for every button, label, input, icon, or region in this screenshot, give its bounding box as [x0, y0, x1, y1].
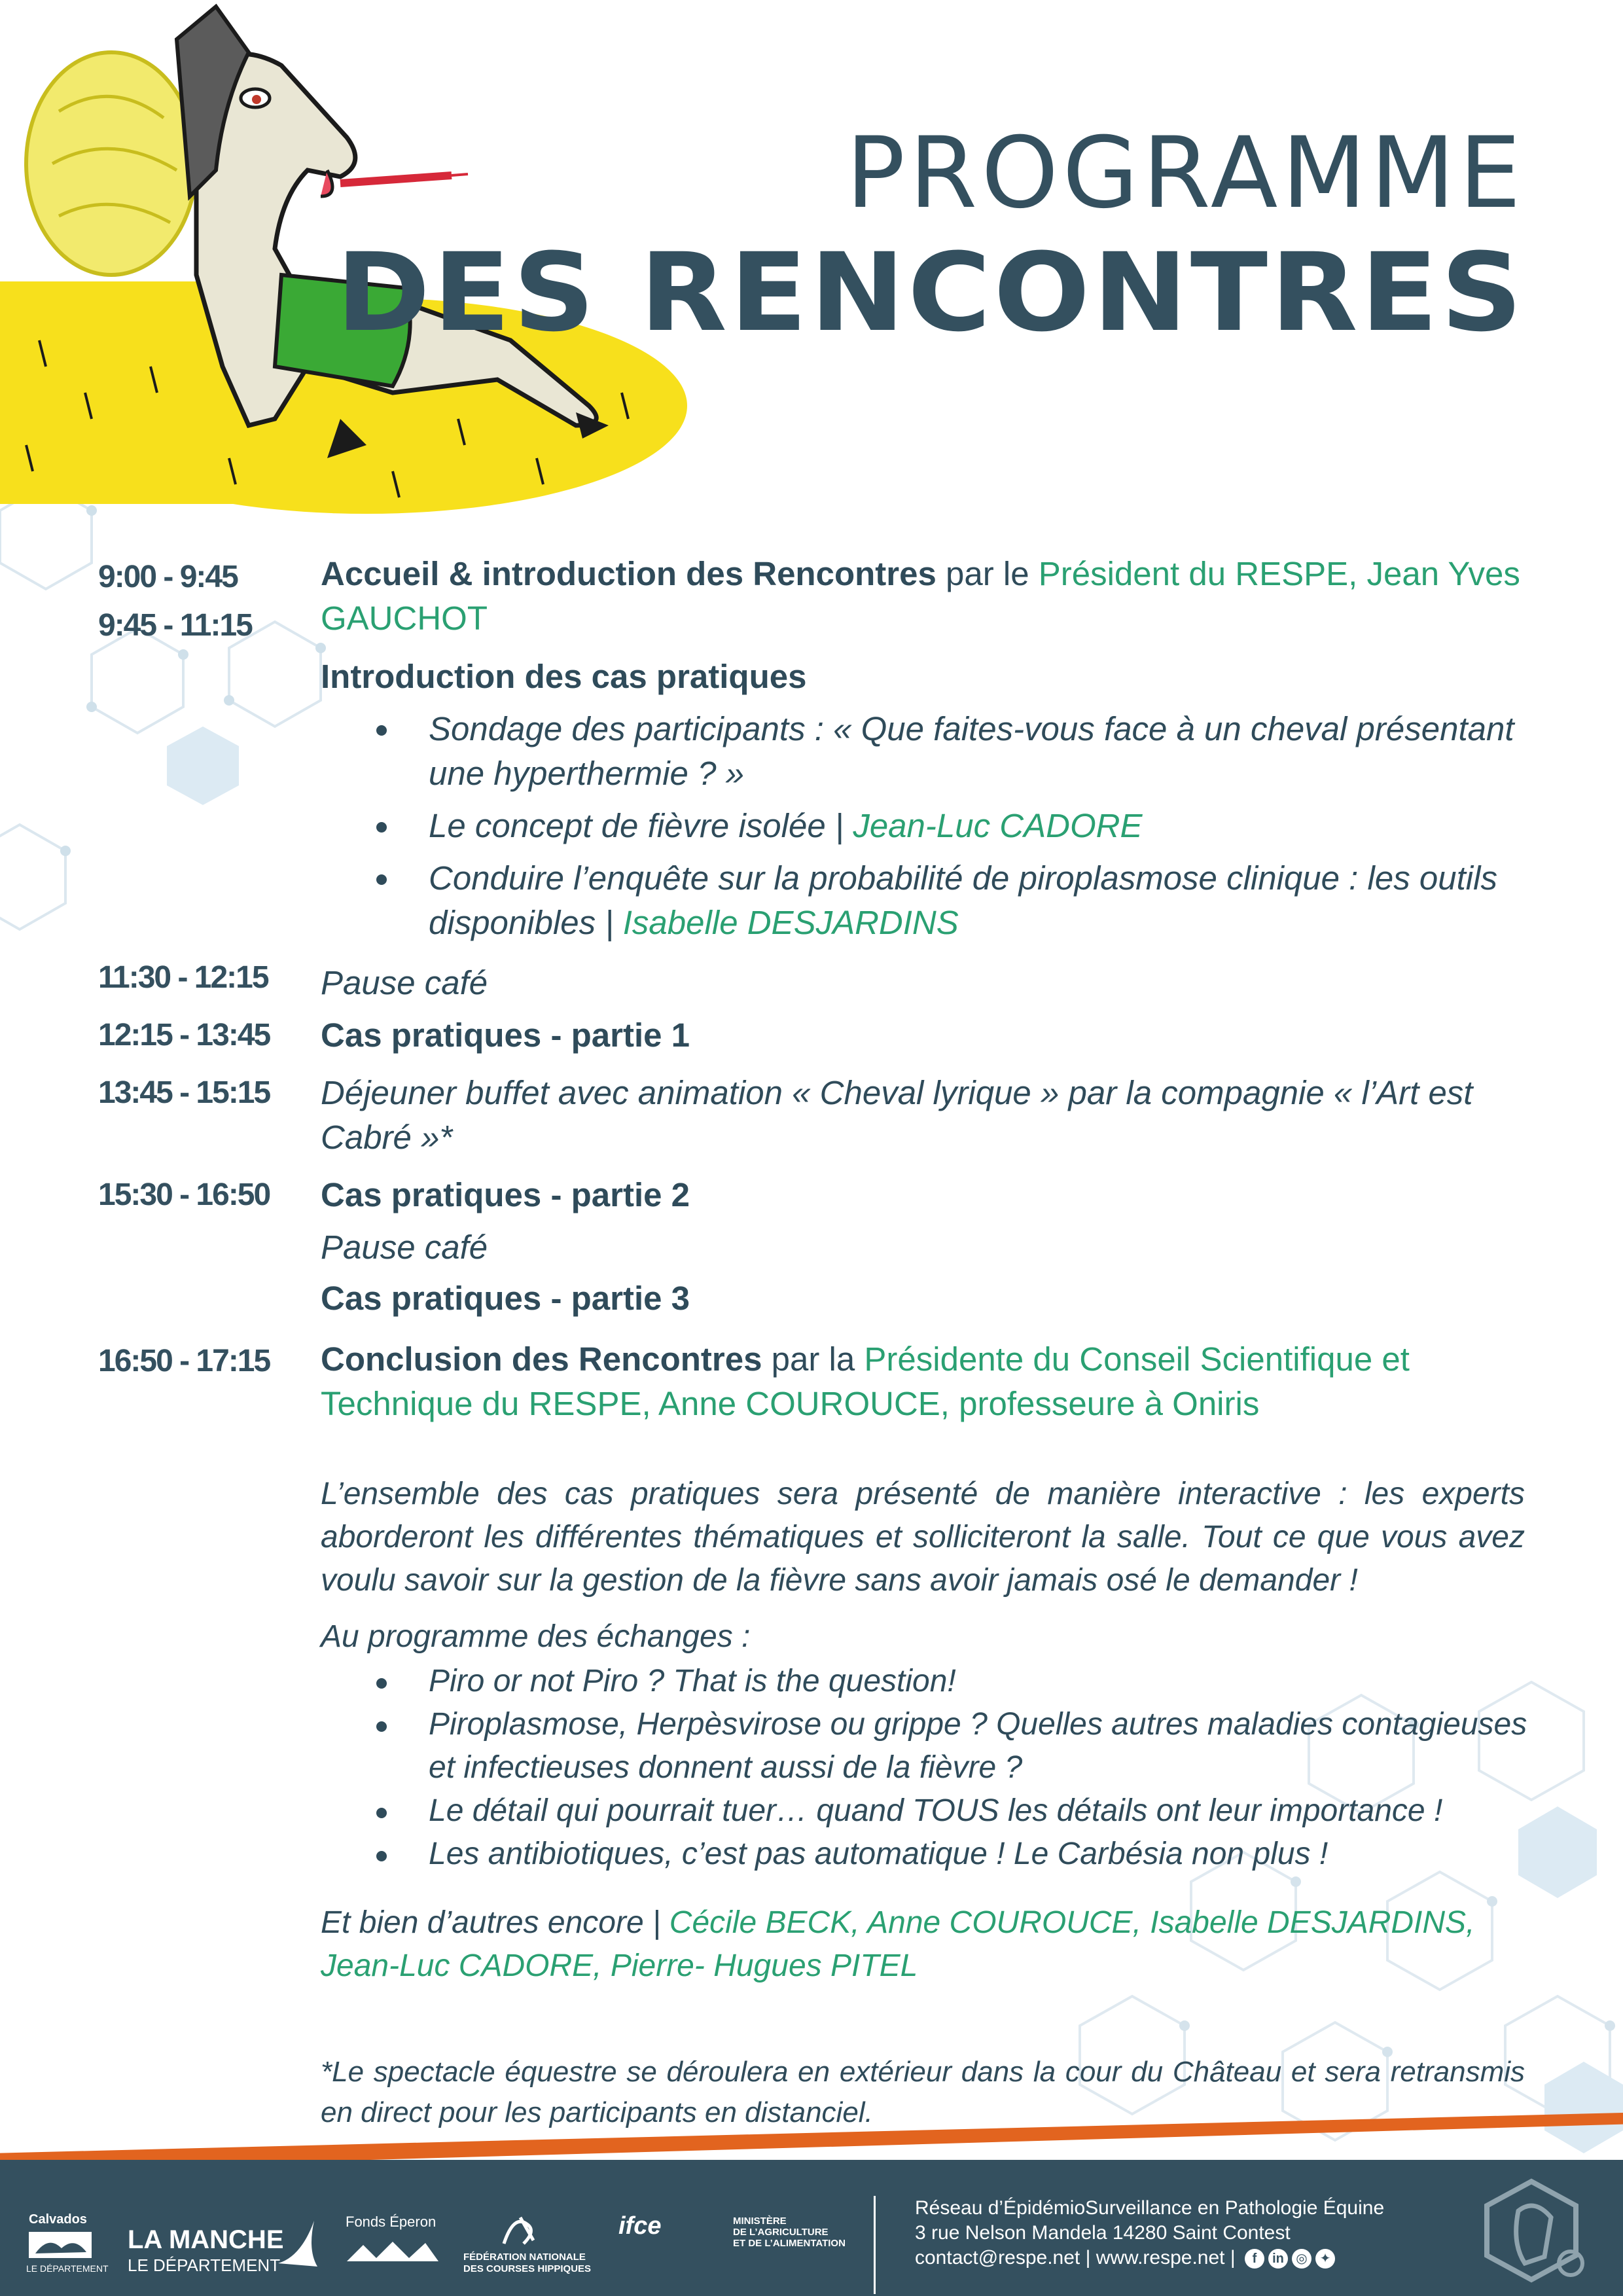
org-name: Réseau d’ÉpidémioSurveillance en Pathologie Équine: [915, 2197, 1385, 2219]
welcome-entry: [321, 552, 1525, 641]
pause-entry: Pause café: [321, 1229, 488, 1266]
org-contact: [915, 2246, 1384, 2270]
others-label: Et bien d’autres encore |: [321, 1905, 661, 1940]
intro-title: Introduction des cas pratiques: [321, 658, 807, 695]
calvados-sub: LE DÉPARTEMENT: [26, 2263, 109, 2274]
part2-entry: Cas pratiques - partie 2: [321, 1176, 690, 1213]
ifce-logo: ifce: [618, 2212, 662, 2240]
conclusion-entry: [321, 1337, 1525, 1426]
twitter-icon[interactable]: ✦: [1315, 2249, 1335, 2269]
list-item: [321, 856, 1518, 945]
ministere-line3: ET DE L’ALIMENTATION: [733, 2238, 846, 2249]
others-entry: [321, 1901, 1525, 1988]
pause-entry: Pause café: [321, 964, 488, 1001]
title-line1: PROGRAMME: [846, 117, 1525, 230]
list-item: Piro or not Piro ? That is the question!: [321, 1660, 1531, 1703]
org-address: 3 rue Nelson Mandela 14280 Saint Contest: [915, 2222, 1291, 2244]
intro-entry: [321, 655, 1525, 945]
fncf-line2: DES COURSES HIPPIQUES: [463, 2263, 592, 2274]
list-item: [321, 707, 1518, 796]
topics-list: [321, 1660, 1531, 1876]
conclusion-title: Conclusion des Rencontres: [321, 1340, 762, 1378]
facebook-icon[interactable]: f: [1245, 2249, 1264, 2269]
welcome-person: Président du RESPE, Jean Yves GAUCHOT: [321, 555, 1520, 637]
speaker: Jean-Luc CADORE: [853, 807, 1143, 844]
list-item-text: Le concept de fièvre isolée |: [429, 807, 844, 844]
time-slot: 9:00 - 9:45: [98, 560, 238, 594]
calvados-logo: Calvados: [29, 2212, 87, 2227]
footnote: *Le spectacle équestre se déroulera en extérieur dans la cour du Château et sera retransmis en direct pour les participants en distanciel.: [321, 2056, 1525, 2128]
list-item-text: Conduire l’enquête sur la probabilité de piroplasmose clinique : les outils disponibles |: [429, 859, 1497, 941]
respe-logo-icon: [1472, 2172, 1590, 2289]
ministere-line1: MINISTÈRE: [733, 2215, 787, 2227]
title-line2: DES RENCONTRES: [336, 230, 1525, 355]
eperon-logo: [344, 2235, 442, 2268]
details-paragraph: L’ensemble des cas pratiques sera présenté de manière interactive : les experts aborderont les différentes thématiques et solliciteront la salle. Tout ce que vous avez voulu savoir sur la gestion de la fièvre sans avoir jamais osé le demander !: [321, 1477, 1525, 1598]
hexagon-pattern-left: [0, 458, 340, 956]
list-item-text: Sondage des participants : « Que faites-vous face à un cheval présentant une hyperthermie ? »: [429, 710, 1514, 792]
fncf-emblem: [497, 2211, 543, 2250]
program-label: Au programme des échanges :: [321, 1619, 751, 1654]
list-item: Piroplasmose, Herpèsvirose ou grippe ? Quelles autres maladies contagieuses et infectieuses donnent aussi de la fièvre ?: [321, 1703, 1531, 1789]
fncf-line1: FÉDÉRATION NATIONALE: [463, 2251, 586, 2263]
others-people: Cécile BECK, Anne COUROUCE, Isabelle DESJARDINS, Jean-Luc CADORE, Pierre- Hugues PITEL: [321, 1905, 1475, 1983]
time-slot: 13:45 - 15:15: [98, 1075, 270, 1110]
part1-entry: Cas pratiques - partie 1: [321, 1016, 690, 1054]
time-slot: 11:30 - 12:15: [98, 960, 268, 995]
time-slot: 12:15 - 13:45: [98, 1018, 270, 1052]
intro-list: [321, 707, 1525, 945]
list-item: [321, 804, 1518, 848]
time-slot: 9:45 - 11:15: [98, 608, 252, 643]
time-slot: 16:50 - 17:15: [98, 1344, 270, 1378]
lunch-entry: Déjeuner buffet avec animation « Cheval lyrique » par la compagnie « l’Art est Cabré »*: [321, 1074, 1473, 1156]
footer-divider: [874, 2196, 876, 2294]
linkedin-icon[interactable]: in: [1268, 2249, 1288, 2269]
welcome-by: par le: [945, 555, 1029, 592]
conclusion-person: Présidente du Conseil Scientifique et Technique du RESPE, Anne COUROUCE, professeure à Oniris: [321, 1340, 1410, 1422]
list-item: Le détail qui pourrait tuer… quand TOUS les détails ont leur importance !: [321, 1789, 1531, 1833]
part3-entry: Cas pratiques - partie 3: [321, 1280, 690, 1317]
ministere-line2: DE L’AGRICULTURE: [733, 2227, 829, 2238]
list-item: Les antibiotiques, c’est pas automatique ! Le Carbésia non plus !: [321, 1833, 1531, 1876]
contact-links[interactable]: contact@respe.net | www.respe.net |: [915, 2247, 1236, 2269]
manche-logo: LA MANCHE: [128, 2225, 284, 2254]
time-slot: 15:30 - 16:50: [98, 1177, 270, 1212]
manche-emblem: [275, 2217, 321, 2270]
calvados-emblem: [29, 2229, 94, 2261]
manche-sub: LE DÉPARTEMENT: [128, 2255, 281, 2275]
instagram-icon[interactable]: ◎: [1292, 2249, 1311, 2269]
contact-block: [915, 2196, 1384, 2270]
eperon-label: Fonds Éperon: [346, 2214, 437, 2230]
conclusion-by: par la: [771, 1340, 855, 1378]
welcome-title: Accueil & introduction des Rencontres: [321, 555, 936, 592]
speaker: Isabelle DESJARDINS: [622, 904, 959, 941]
